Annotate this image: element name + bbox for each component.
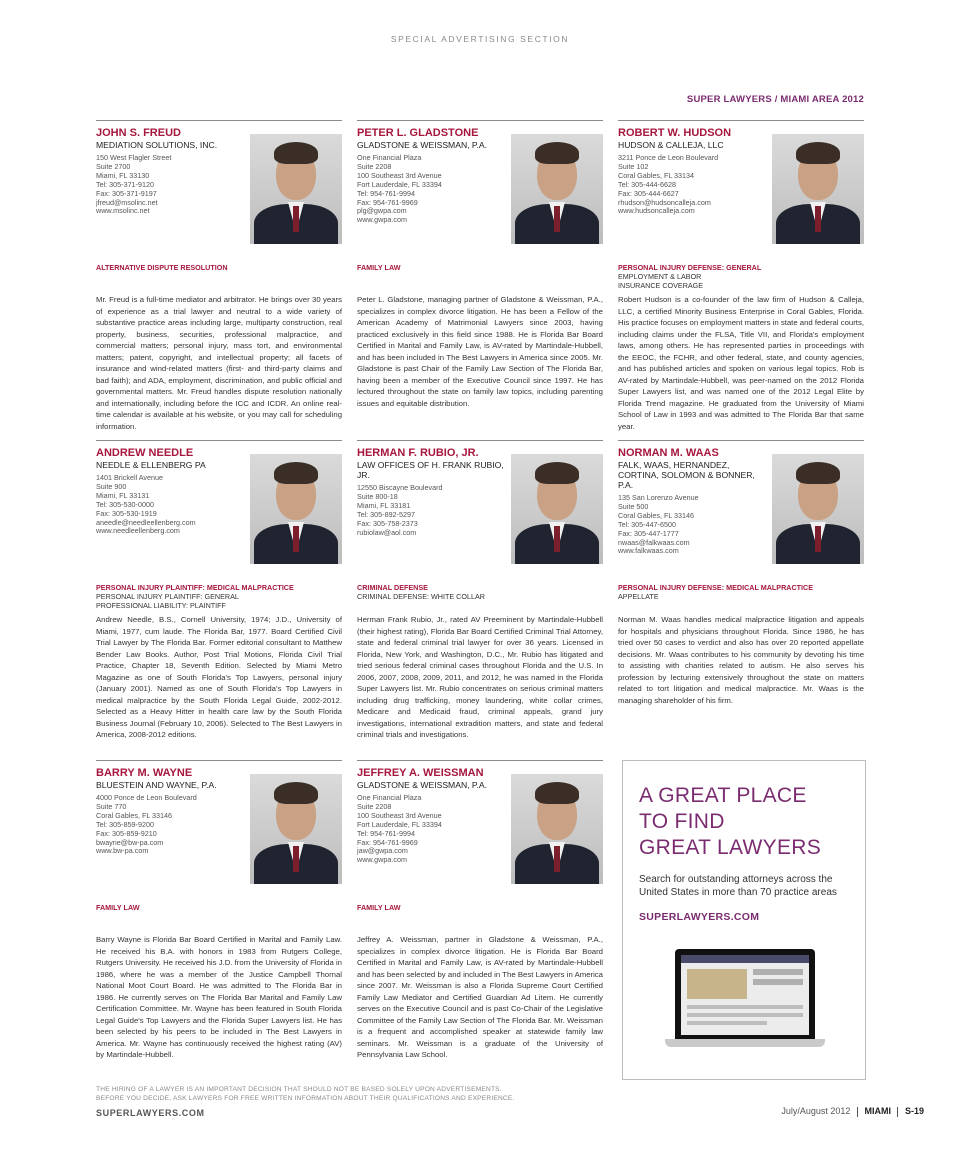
address-line: Suite 102 <box>618 161 649 171</box>
firm-name: BLUESTEIN AND WAYNE, P.A. <box>96 780 217 790</box>
contact-block <box>96 794 246 856</box>
website-link[interactable]: www.falkwaas.com <box>618 546 679 556</box>
lawyer-name: JOHN S. FREUD <box>96 127 181 139</box>
firm-name: HUDSON & CALLEJA, LLC <box>618 140 724 150</box>
lawyer-card <box>618 440 864 706</box>
lawyer-portrait <box>250 454 342 564</box>
address-line: 3211 Ponce de Leon Boulevard <box>618 153 719 162</box>
lawyer-portrait <box>250 774 342 884</box>
practice-areas <box>357 263 603 272</box>
advertising-disclaimer <box>96 1086 515 1103</box>
practice-area-primary: CRIMINAL DEFENSE <box>357 583 428 592</box>
phone-line: Tel: 305-447-6500 <box>618 519 676 529</box>
address-line: 100 Southeast 3rd Avenue <box>357 170 442 180</box>
lawyer-name: JEFFREY A. WEISSMAN <box>357 767 484 779</box>
lawyer-name: PETER L. GLADSTONE <box>357 127 479 139</box>
phone-line: Tel: 305-530-0000 <box>96 499 154 509</box>
ad-website-link[interactable]: SUPERLAWYERS.COM <box>639 911 760 923</box>
contact-block <box>618 154 768 216</box>
address-line: Suite 2208 <box>357 161 392 171</box>
superlawyers-advertisement[interactable] <box>622 760 866 1080</box>
lawyer-name: ANDREW NEEDLE <box>96 447 194 459</box>
card-header <box>618 447 864 565</box>
lawyer-bio: Robert Hudson is a co-founder of the law firm of Hudson & Calleja, LLC, a certified Minority Business Enterprise in Coral Gables, Florida. His practice focuses on employment matters in state and federal courts, including claims under the FLSA, Title VII, and Florida's employment laws, among others. He has represented parties in proceedings with the EEOC, the FCHR, and other federal, state, and county agencies, and has published articles and spoken on various legal topics. Rob is AV-rated by Martindale-Hubbell, was peer-named on the 2012 Florida Super Lawyers list, and was named one of the 2012 Legal Elite by Florida Trend magazine. He graduated from the University of Miami School of Law in 1993 and was admitted to The Florida Bar that same year. <box>618 295 864 431</box>
address-line: 12550 Biscayne Boulevard <box>357 483 443 492</box>
section-region: MIAMI AREA 2012 <box>780 94 864 105</box>
lawyer-portrait <box>250 134 342 244</box>
card-header <box>357 767 603 885</box>
address-line: Fort Lauderdale, FL 33394 <box>357 179 442 189</box>
card-divider <box>357 760 603 761</box>
lawyer-name: ROBERT W. HUDSON <box>618 127 732 139</box>
lawyer-card <box>96 760 342 1061</box>
lawyer-portrait <box>511 774 603 884</box>
firm-name: GLADSTONE & WEISSMAN, P.A. <box>357 140 488 150</box>
section-title <box>687 94 864 105</box>
card-header <box>96 127 342 245</box>
practice-area-primary: ALTERNATIVE DISPUTE RESOLUTION <box>96 263 228 272</box>
contact-block <box>357 794 507 865</box>
address-line: 4000 Ponce de Leon Boulevard <box>96 793 197 802</box>
firm-name: GLADSTONE & WEISSMAN, P.A. <box>357 780 488 790</box>
lawyer-name: BARRY M. WAYNE <box>96 767 193 779</box>
email-link[interactable]: jaw@gwpa.com <box>357 846 408 856</box>
card-divider <box>618 440 864 441</box>
lawyer-bio: Barry Wayne is Florida Bar Board Certified in Marital and Family Law. He received his B.A. with honors in 1983 from Rutgers College, Rutgers University. He received his J.D. from the University of Florida in 1986, where he was a member of the Justice Campbell Thornal National Moot Court Board. He was admitted to The Florida Bar in 1986. He currently serves on The Florida Bar Marital and Family Law Certification Committee. Mr. Wayne has been featured in South Florida Legal Guide's Top Lawyers and the Florida Super Lawyers list. He has been selected by his peers to be included in The Best Lawyers in America. Mr. Wayne has continuously received the highest rating (AV) by Martindale-Hubbell. <box>96 935 342 1059</box>
fax-line: Fax: 305-444-6627 <box>618 188 679 198</box>
address-line: Suite 500 <box>618 501 649 511</box>
card-header <box>618 127 864 245</box>
email-link[interactable]: plg@gwpa.com <box>357 206 407 216</box>
phone-line: Tel: 305-371-9120 <box>96 179 154 189</box>
card-divider <box>96 440 342 441</box>
firm-name: NEEDLE & ELLENBERG PA <box>96 460 206 470</box>
phone-line: Tel: 305-892-5297 <box>357 509 415 519</box>
fax-line: Fax: 305-758-2373 <box>357 518 418 528</box>
lawyer-name: HERMAN F. RUBIO, JR. <box>357 447 479 459</box>
card-divider <box>357 120 603 121</box>
issue-date: July/August 2012 <box>781 1106 851 1116</box>
lawyer-card <box>96 440 342 741</box>
practice-area-primary: FAMILY LAW <box>357 903 401 912</box>
email-link[interactable]: bwayne@bw-pa.com <box>96 837 164 847</box>
ad-tagline: Search for outstanding attorneys across the United States in more than 70 practice areas <box>639 874 837 898</box>
website-link[interactable]: www.msolinc.net <box>96 206 150 216</box>
lawyer-bio: Peter L. Gladstone, managing partner of Gladstone & Weissman, P.A., specializes in complex divorce litigation. He has been a Fellow of the American Academy of Matrimonial Lawyers since 2003, having practiced exclusively in this field since 1988. He is Florida Bar Board Certified in Marital and Family Law, is AV-rated by Martindale-Hubbell, and has been included in The Best Lawyers in America since 2005. Mr. Gladstone is past Chair of the Family Law Section of The Florida Bar, having been a member of the Executive Council since 1997. He has lectured throughout the state on family law topics, including parenting issues and equitable distribution. <box>357 295 603 408</box>
practice-areas <box>618 263 864 290</box>
practice-area-primary: PERSONAL INJURY DEFENSE: MEDICAL MALPRACTICE <box>618 583 814 592</box>
address-line: Suite 2208 <box>357 801 392 811</box>
contact-block <box>96 154 246 216</box>
footer-website[interactable]: SUPERLAWYERS.COM <box>96 1108 205 1118</box>
address-line: Miami, FL 33130 <box>96 170 150 180</box>
page-number: S-19 <box>904 1106 924 1116</box>
phone-line: Tel: 305-859-9200 <box>96 819 154 829</box>
practice-area-primary: FAMILY LAW <box>96 903 140 912</box>
practice-areas <box>357 903 603 912</box>
lawyer-portrait <box>772 454 864 564</box>
address-line: 100 Southeast 3rd Avenue <box>357 810 442 820</box>
fax-line: Fax: 305-371-9197 <box>96 188 157 198</box>
practice-area-secondary: PERSONAL INJURY PLAINTIFF: GENERAL <box>96 592 239 601</box>
ad-headline-line: A GREAT PLACE <box>639 784 807 807</box>
practice-areas <box>96 903 342 912</box>
footer-divider <box>857 1107 858 1117</box>
card-divider <box>96 760 342 761</box>
card-divider <box>96 120 342 121</box>
practice-areas <box>618 583 864 601</box>
lawyer-bio: Norman M. Waas handles medical malpractice litigation and appeals for hospitals and physicians throughout Florida. Since 1986, he has tried over 50 cases to verdict and also has over 20 reported appellate decisions. Mr. Waas contributes to his community by devoting his time to assisting with charities related to autism. He also serves his profession by lecturing extensively throughout the state on matters related to tort litigation and medical malpractice. Mr. Waas is the managing shareholder of his firm. <box>618 615 864 705</box>
fax-line: Fax: 305-530-1919 <box>96 508 157 518</box>
address-line: Miami, FL 33181 <box>357 500 411 510</box>
special-advertising-banner: SPECIAL ADVERTISING SECTION <box>390 34 570 44</box>
card-header <box>357 447 603 565</box>
section-brand: SUPER LAWYERS <box>686 94 772 105</box>
ad-headline <box>639 783 821 861</box>
practice-areas <box>357 583 603 601</box>
section-separator: / <box>774 94 778 105</box>
fax-line: Fax: 954-761-9969 <box>357 837 418 847</box>
lawyer-card <box>618 120 864 432</box>
firm-name: LAW OFFICES OF H. FRANK RUBIO, JR. <box>357 460 504 480</box>
address-line: One Financial Plaza <box>357 793 422 802</box>
ad-headline-line: TO FIND <box>639 810 725 833</box>
address-line: Suite 800-18 <box>357 491 398 501</box>
website-link[interactable]: www.hudsoncalleja.com <box>618 206 695 216</box>
firm-name: MEDIATION SOLUTIONS, INC. <box>96 140 218 150</box>
practice-area-secondary: PROFESSIONAL LIABILITY: PLAINTIFF <box>96 601 226 610</box>
practice-area-secondary: EMPLOYMENT & LABOR <box>618 272 702 281</box>
address-line: Miami, FL 33131 <box>96 490 150 500</box>
lawyer-card <box>96 120 342 432</box>
practice-areas <box>96 583 342 610</box>
practice-area-primary: FAMILY LAW <box>357 263 401 272</box>
fax-line: Fax: 305-447-1777 <box>618 528 679 538</box>
lawyer-portrait <box>772 134 864 244</box>
disclaimer-line: BEFORE YOU DECIDE, ASK LAWYERS FOR FREE WRITTEN INFORMATION ABOUT THEIR QUALIFICATIONS AND EXPERIENCE. <box>96 1094 515 1102</box>
lawyer-bio: Andrew Needle, B.S., Cornell University, 1974; J.D., University of Miami, 1977, cum laude. The Florida Bar, 1977. Board Certified Civil Trial Lawyer by The Florida Bar. Former editorial consultant to Matthew Bender Law Books. Author, Post Trial Motions, Florida Civil Trial Practice, Chapter 18, Seventh Edition. Selected by Miami Metro Magazine as one of South Florida's Top Lawyers, personal injury (January 2001). Named as one of South Florida's Top Lawyers in medical malpractice by the South Florida Legal Guide, 2002-2012. Selected as a Heavy Hitter in health care law by the South Florida Business Journal (February 10, 2006). Selected to The Best Lawyers in America, 2008-2012 editions. <box>96 615 342 739</box>
ad-headline-line: GREAT LAWYERS <box>639 836 822 859</box>
phone-line: Tel: 305-444-6628 <box>618 179 676 189</box>
address-line: 150 West Flagler Street <box>96 153 172 162</box>
contact-block <box>618 494 768 556</box>
card-header <box>96 447 342 565</box>
email-link[interactable]: nwaas@falkwaas.com <box>618 537 690 547</box>
email-link[interactable]: rubiolaw@aol.com <box>357 527 417 537</box>
disclaimer-line: THE HIRING OF A LAWYER IS AN IMPORTANT DECISION THAT SHOULD NOT BE BASED SOLELY UPON ADVERTISEMENTS. <box>96 1086 502 1093</box>
practice-area-primary: PERSONAL INJURY DEFENSE: GENERAL <box>618 263 762 272</box>
lawyer-card <box>357 760 603 1061</box>
website-link[interactable]: www.gwpa.com <box>357 855 407 865</box>
email-link[interactable]: aneedle@needleellenberg.com <box>96 517 196 527</box>
lawyer-card <box>357 120 603 409</box>
practice-area-primary: PERSONAL INJURY PLAINTIFF: MEDICAL MALPRACTICE <box>96 583 294 592</box>
card-divider <box>357 440 603 441</box>
address-line: Fort Lauderdale, FL 33394 <box>357 819 442 829</box>
address-line: Coral Gables, FL 33134 <box>618 170 695 180</box>
card-header <box>96 767 342 885</box>
address-line: Coral Gables, FL 33146 <box>618 510 695 520</box>
address-line: Coral Gables, FL 33146 <box>96 810 173 820</box>
address-line: One Financial Plaza <box>357 153 422 162</box>
contact-block <box>357 484 507 537</box>
website-link[interactable]: www.bw-pa.com <box>96 846 149 856</box>
lawyer-portrait <box>511 454 603 564</box>
issue-city: MIAMI <box>864 1106 891 1116</box>
lawyer-name: NORMAN M. WAAS <box>618 447 719 459</box>
website-link[interactable]: www.needleellenberg.com <box>96 526 180 536</box>
lawyer-portrait <box>511 134 603 244</box>
phone-line: Tel: 954-761-9994 <box>357 188 415 198</box>
lawyer-bio: Herman Frank Rubio, Jr., rated AV Preeminent by Martindale-Hubbell (their highest rating), Florida Bar Board Certified Criminal Trial Attorney, state and federal criminal trial lawyer for over 36 years. Licensed in Florida, New York, and Washington, D.C., Mr. Rubio has litigated and tried serious federal criminal cases throughout Florida and the U.S. In 2006, 2007, 2008, 2009, 2011, and 2012, he was named in the Florida Super Lawyers list. Mr. Rubio concentrates on serious criminal matters including drug trafficking, money laundering, white collar crimes, Medicare and Medicaid fraud, criminal appeals, grand jury investigations, international extradition matters, and state and federal criminal trials and investigations. <box>357 615 603 739</box>
practice-area-secondary: APPELLATE <box>618 592 659 601</box>
practice-area-secondary: CRIMINAL DEFENSE: WHITE COLLAR <box>357 592 485 601</box>
firm-name: FALK, WAAS, HERNANDEZ, CORTINA, SOLOMON & BONNER, P.A. <box>618 460 755 490</box>
laptop-illustration <box>665 949 825 1061</box>
email-link[interactable]: rhudson@hudsoncalleja.com <box>618 197 711 207</box>
lawyer-bio: Mr. Freud is a full-time mediator and arbitrator. He brings over 30 years of experience as a trial lawyer and neutral to a wide variety of substantive practice areas including large, multiparty construction, real property, business, securities, professional malpractice, and commercial matters; personal injury, mass tort, and environmental matters; patent, copyright, and intellectual property; all facets of insurance and wind-related matters (first- and third-party claims and bad faith); and ADA, employment, discrimination, and public official and governmental matters. Mr. Freud handles dispute resolution nationally and internationally, including before the ICC and ICDR. An online real-time calendar is available at his website, or you may call for scheduling information. <box>96 295 342 431</box>
address-line: 1401 Brickell Avenue <box>96 473 163 482</box>
practice-area-secondary: INSURANCE COVERAGE <box>618 281 704 290</box>
address-line: Suite 770 <box>96 801 127 811</box>
fax-line: Fax: 954-761-9969 <box>357 197 418 207</box>
website-link[interactable]: www.gwpa.com <box>357 215 407 225</box>
address-line: Suite 2700 <box>96 161 131 171</box>
address-line: 135 San Lorenzo Avenue <box>618 493 699 502</box>
practice-areas <box>96 263 342 272</box>
email-link[interactable]: jfreud@msolinc.net <box>96 197 158 207</box>
footer-issue-info <box>781 1106 924 1117</box>
lawyer-card <box>357 440 603 741</box>
fax-line: Fax: 305-859-9210 <box>96 828 157 838</box>
contact-block <box>96 474 246 536</box>
footer-divider <box>897 1107 898 1117</box>
phone-line: Tel: 954-761-9994 <box>357 828 415 838</box>
lawyer-bio: Jeffrey A. Weissman, partner in Gladstone & Weissman, P.A., specializes in complex divorce litigation. He is Florida Bar Board Certified in Marital and Family Law, is AV-rated by Martindale-Hubbell and has been selected by and included in The Best Lawyers in America since 2007. Mr. Weissman is also a Florida Supreme Court Certified Family Law Mediator and Certified Guardian Ad Litem. He currently serves on the Executive Council and is past Co-Chair of the Legislative Committee of the Family Law Section of The Florida Bar. Mr. Weissman is a frequent and accomplished speaker at statewide family law seminars. Mr. Weissman is a graduate of the University of Pennsylvania Law School. <box>357 935 603 1059</box>
card-divider <box>618 120 864 121</box>
contact-block <box>357 154 507 225</box>
address-line: Suite 900 <box>96 481 127 491</box>
card-header <box>357 127 603 245</box>
